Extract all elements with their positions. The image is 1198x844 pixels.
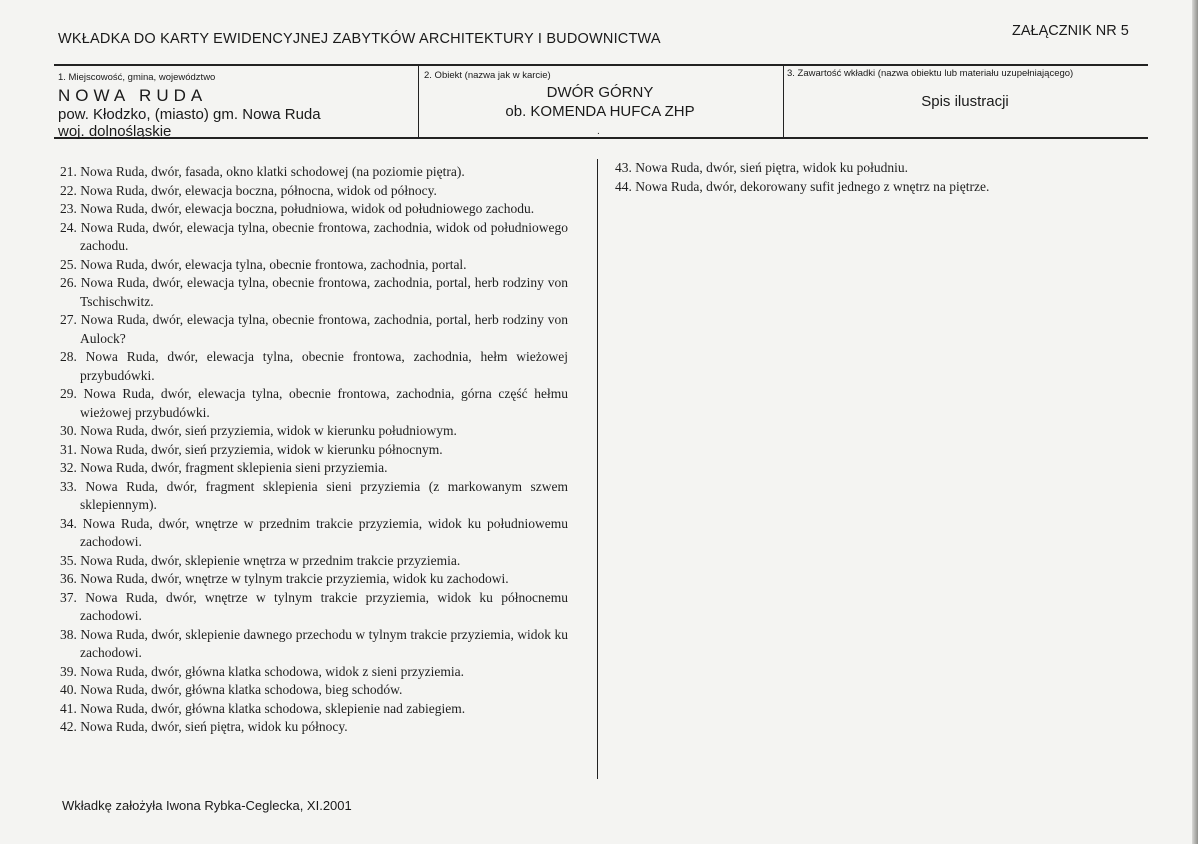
list-item: 38. Nowa Ruda, dwór, sklepienie dawnego przechodu w tylnym trakcie przyziemia, widok ku zachodowi. xyxy=(60,626,568,660)
list-item: 26. Nowa Ruda, dwór, elewacja tylna, obecnie frontowa, zachodnia, portal, herb rodziny von Tschischwitz. xyxy=(60,275,568,309)
header-rule-bottom xyxy=(54,137,1148,139)
insert-content: Spis ilustracji xyxy=(921,93,1009,110)
list-item: 29. Nowa Ruda, dwór, elewacja tylna, obecnie frontowa, zachodnia, górna część hełmu wieżowej przybudówki. xyxy=(60,386,568,420)
annex-number: ZAŁĄCZNIK NR 5 xyxy=(1012,23,1129,39)
stray-dot: . xyxy=(597,126,600,137)
field-divider-2 xyxy=(783,66,784,137)
list-item: 39. Nowa Ruda, dwór, główna klatka schodowa, widok z sieni przyziemia. xyxy=(60,663,464,679)
list-item: 44. Nowa Ruda, dwór, dekorowany sufit jednego z wnętrz na piętrze. xyxy=(615,178,990,194)
list-item: 31. Nowa Ruda, dwór, sień przyziemia, widok w kierunku północnym. xyxy=(60,441,443,457)
list-item: 32. Nowa Ruda, dwór, fragment sklepienia sieni przyziemia. xyxy=(60,460,388,475)
list-item: 34. Nowa Ruda, dwór, wnętrze w przednim trakcie przyziemia, widok ku południowemu zachodowi. xyxy=(60,515,568,549)
field3-label: 3. Zawartość wkładki (nazwa obiektu lub materiału uzupełniającego) xyxy=(787,68,1074,79)
locality-district: pow. Kłodzko, (miasto) gm. Nowa Ruda xyxy=(58,106,321,123)
object-name: DWÓR GÓRNY xyxy=(546,84,654,101)
form-title: WKŁADKA DO KARTY EWIDENCYJNEJ ZABYTKÓW ARCHITEKTURY I BUDOWNICTWA xyxy=(58,31,661,47)
page-edge-shadow xyxy=(1192,0,1198,844)
list-item: 21. Nowa Ruda, dwór, fasada, okno klatki schodowej (na poziomie piętra). xyxy=(60,164,465,179)
list-item: 27. Nowa Ruda, dwór, elewacja tylna, obecnie frontowa, zachodnia, portal, herb rodziny von Aulock? xyxy=(60,312,568,346)
field2-label: 2. Obiekt (nazwa jak w karcie) xyxy=(424,70,551,81)
header-rule-top xyxy=(54,64,1148,66)
list-item: 36. Nowa Ruda, dwór, wnętrze w tylnym trakcie przyziemia, widok ku zachodowi. xyxy=(60,571,509,586)
field-divider-1 xyxy=(418,66,419,137)
list-item: 33. Nowa Ruda, dwór, fragment sklepienia sieni przyziemia (z markowanym szwem sklepiennym). xyxy=(60,478,568,512)
list-item: 25. Nowa Ruda, dwór, elewacja tylna, obecnie frontowa, zachodnia, portal. xyxy=(60,256,467,272)
object-current-use: ob. KOMENDA HUFCA ZHP xyxy=(505,103,695,120)
list-item: 23. Nowa Ruda, dwór, elewacja boczna, południowa, widok od południowego zachodu. xyxy=(60,201,535,216)
list-item: 24. Nowa Ruda, dwór, elewacja tylna, obecnie frontowa, zachodnia, widok od południowego zachodu. xyxy=(60,219,568,253)
list-item: 40. Nowa Ruda, dwór, główna klatka schodowa, bieg schodów. xyxy=(60,682,403,697)
list-item: 37. Nowa Ruda, dwór, wnętrze w tylnym trakcie przyziemia, widok ku północnemu zachodowi. xyxy=(60,589,568,623)
list-item: 42. Nowa Ruda, dwór, sień piętra, widok ku północy. xyxy=(60,719,348,734)
field1-label: 1. Miejscowość, gmina, województwo xyxy=(58,72,216,83)
locality-voivodeship: woj. dolnośląskie xyxy=(58,123,172,140)
illustration-list-left xyxy=(60,163,568,737)
list-item: 22. Nowa Ruda, dwór, elewacja boczna, północna, widok od północy. xyxy=(60,182,437,198)
list-item: 41. Nowa Ruda, dwór, główna klatka schodowa, sklepienie nad zabiegiem. xyxy=(60,700,466,716)
locality-name: NOWA RUDA xyxy=(58,86,208,105)
footer-author: Wkładkę założyła Iwona Rybka-Ceglecka, XI.2001 xyxy=(62,798,352,813)
list-item: 30. Nowa Ruda, dwór, sień przyziemia, widok w kierunku południowym. xyxy=(60,423,457,438)
column-divider xyxy=(597,159,598,779)
illustration-list-right xyxy=(615,159,1135,196)
list-item: 43. Nowa Ruda, dwór, sień piętra, widok ku południu. xyxy=(615,160,909,175)
list-item: 28. Nowa Ruda, dwór, elewacja tylna, obecnie frontowa, zachodnia, hełm wieżowej przybudówki. xyxy=(60,349,568,383)
list-item: 35. Nowa Ruda, dwór, sklepienie wnętrza w przednim trakcie przyziemia. xyxy=(60,552,461,568)
